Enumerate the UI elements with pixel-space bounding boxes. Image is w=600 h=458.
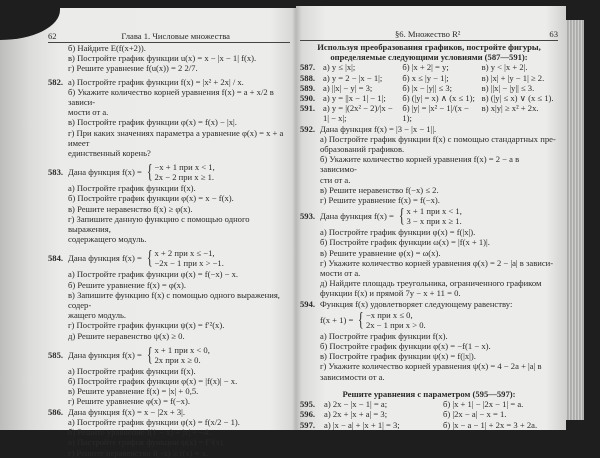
text-line — [48, 290, 292, 310]
text-line — [48, 63, 292, 73]
case-row: x + 1 при x < 0, — [154, 344, 210, 355]
text-line — [300, 248, 558, 258]
line-text: в) Запишите функцию f(x) с помощью одного выражения, содер- — [68, 289, 280, 311]
line-text: г) При каких значениях параметра a уравнение φ(x) = x + a имеет — [68, 127, 284, 148]
line-text: а) Постройте график функции φ(x) = f(|x|). — [320, 227, 476, 238]
line-text: в) Постройте график функции ψ(x) = f(|x|). — [320, 351, 476, 362]
text-line — [48, 43, 292, 53]
text-line — [300, 134, 558, 144]
text-line — [48, 193, 292, 203]
spacer — [48, 244, 292, 247]
line-text: а) Постройте график функции f(x). — [320, 330, 448, 341]
text-line — [300, 144, 558, 154]
line-text: мости от a. — [68, 107, 109, 118]
line-text: д) Найдите площадь треугольника, ограниченного графиком — [320, 278, 542, 289]
problem-part: б) x ≤ |y − 1|; — [402, 72, 449, 83]
page-number: 62 — [48, 31, 57, 41]
text-line — [48, 280, 292, 290]
text-line — [48, 248, 292, 268]
case-row: −x + 1 при x < 1, — [154, 162, 215, 173]
text-line — [48, 77, 292, 87]
problem-part: 589. — [300, 82, 316, 93]
problem-part: а) y = |(2x² − 2)/|x − 1| − x|; — [323, 103, 393, 124]
text-line — [300, 124, 558, 134]
text-line — [300, 258, 558, 268]
line-text: а) Постройте график функции f(x) с помощью стандартных пре- — [320, 133, 556, 144]
text-line — [48, 162, 292, 182]
problem-part: б) |x + 1| − |2x − 1| = a. — [443, 399, 524, 410]
text-line — [300, 185, 558, 195]
problem-number: 583. — [48, 167, 64, 178]
problem-part: б) |x + 2| = y; — [402, 62, 449, 73]
problem-part: 587. — [300, 62, 316, 73]
problem-part: в) |x| + |y − 1| ≥ 2. — [481, 72, 545, 83]
case-row: −x при x ≤ 0, — [365, 309, 413, 320]
line-text: функции f(x) и прямой 7y − x + 11 = 0. — [320, 288, 461, 299]
text-line — [48, 386, 292, 396]
piecewise-cases — [145, 162, 215, 182]
problem-part: а) |x − a| + |x + 1| = 3; — [324, 419, 400, 430]
problem-part: б) |x − a − 1| + 2x = 3 + 2a. — [443, 419, 538, 430]
line-text: б) Постройте график функции φ(x) = |f(x)| − x. — [68, 376, 238, 387]
text-line — [48, 107, 292, 117]
line-text: а) Постройте график функции f(x) = |x² + 2x| / x. — [68, 76, 244, 87]
right-running-head — [300, 29, 558, 41]
line-text: содержащего модуль. — [68, 234, 147, 245]
brace-icon: { — [146, 343, 153, 366]
problem-number: 593. — [300, 211, 316, 222]
text-line — [48, 234, 292, 244]
line-text: в) Решите уравнение f(x) = |x| + 0,5. — [68, 386, 199, 397]
problem-part: б) |x − |y|| ≤ 3; — [402, 82, 453, 93]
problem-number: 585. — [48, 349, 64, 360]
text-line — [48, 148, 292, 158]
text-line — [48, 345, 292, 365]
line-text: Дана функция f(x) = |3 − |x − 1||. — [320, 123, 437, 134]
problem-part: а) y = 2 − |x − 1|; — [323, 72, 383, 83]
chapter-title: Глава 1. Числовые множества — [121, 31, 230, 41]
problem-number: 594. — [300, 298, 316, 309]
spacer — [48, 341, 292, 344]
piecewise-cases — [145, 345, 210, 365]
text-line — [48, 407, 292, 417]
line-text: Дана функция f(x) = — [320, 211, 394, 222]
text-line — [48, 183, 292, 193]
problem-part: а) 2x + |x + a| = 3; — [324, 409, 388, 420]
line-text: жащего модуль. — [68, 310, 127, 321]
problem-part: 596. — [300, 409, 316, 420]
problem-part: 590. — [300, 93, 316, 104]
text-line — [300, 206, 558, 226]
line-text: г) Решите уравнение f(u(x)) = 2 2/7. — [68, 63, 198, 74]
line-text: б) Укажите количество корней уравнения f(x) = 2 − a в зависимо- — [320, 154, 520, 175]
problem-part: б) |y| = |x² − 1|/(x − 1); — [402, 103, 469, 124]
text-line — [300, 278, 558, 288]
problem-row — [300, 420, 558, 430]
text-line — [300, 268, 558, 278]
case-row: x + 2 при x ≤ −1, — [154, 248, 215, 259]
brace-icon: { — [358, 308, 365, 331]
text-line — [48, 376, 292, 386]
problem-number: 592. — [300, 123, 316, 134]
line-text: f(x + 1) = — [320, 314, 354, 325]
problem-part: в) ||x| − |y|| ≤ 3. — [481, 82, 535, 93]
case-row: x + 1 при x < 1, — [406, 206, 462, 217]
problem-row — [300, 83, 558, 93]
line-text: б) Решите уравнение f(x) = φ(x). — [68, 279, 186, 290]
problem-row — [300, 73, 558, 83]
problem-part: 588. — [300, 72, 316, 83]
line-text: мости от a. — [320, 268, 361, 279]
line-text: а) Постройте график функции f(x). — [68, 183, 196, 194]
cases-column — [154, 248, 223, 268]
problem-row — [300, 93, 558, 103]
text-line — [48, 53, 292, 63]
line-text: б) Решите уравнение f(1 − x) + |x| = −4. — [68, 427, 211, 438]
text-line — [300, 372, 558, 382]
text-line — [48, 117, 292, 127]
text-line — [300, 351, 558, 361]
section-heading: определяемые следующими условиями (587—591): — [330, 52, 528, 63]
text-line — [48, 269, 292, 279]
case-row: −2x − 1 при x > −1. — [154, 258, 224, 269]
problem-part: в) x|y| ≥ x² + 2x. — [481, 103, 539, 114]
text-line — [300, 331, 558, 341]
line-text: г) Решите уравнение φ(x) = f(−x). — [68, 396, 190, 407]
problem-part: в) y < |x + 2|. — [481, 62, 528, 73]
text-line — [300, 361, 558, 371]
line-text: в) Решите неравенство f(−x) ≤ 2. — [320, 184, 439, 195]
text-line — [48, 366, 292, 376]
line-text: г) Укажите количество корней уравнения ψ(x) = 4 − 2a + |a| в — [320, 361, 542, 372]
section-heading: Используя преобразования графиков, постройте фигуры, — [317, 42, 541, 52]
text-line — [300, 310, 558, 330]
text-line — [300, 237, 558, 247]
line-text: в) Постройте график функции ψ(x) = f′²(x). — [68, 437, 225, 448]
line-text: г) Решите неравенство f(−x) ≥ f(x) + x. — [68, 447, 209, 458]
line-text: в) Решите уравнение φ(x) = ω(x). — [320, 247, 441, 258]
line-text: Дана функция f(x) = — [68, 167, 142, 178]
brace-icon: { — [398, 205, 405, 228]
text-line — [300, 227, 558, 237]
problem-part: в) (|y| ≤ x) ∨ (x ≤ 1). — [481, 93, 554, 104]
problem-part: б) |2x − a| − x = 1. — [443, 409, 507, 420]
piecewise-cases — [397, 206, 462, 226]
problem-part: б) (|y| = x) ∧ (x ≤ 1); — [402, 93, 475, 104]
line-text: в) Постройте график функции φ(x) = f(x) − |x|. — [68, 117, 237, 128]
left-running-head — [48, 31, 290, 43]
page-stack-edge — [566, 20, 584, 420]
cases-column — [154, 162, 214, 182]
problem-row — [300, 409, 558, 419]
text-line — [300, 299, 558, 309]
line-text: а) Постройте график функции f(x). — [68, 365, 196, 376]
line-text: б) Постройте график функции φ(x) = −f(1 − x). — [320, 341, 491, 352]
line-text: образований графиков. — [320, 144, 405, 155]
text-line — [48, 448, 292, 458]
problem-number: 586. — [48, 406, 64, 417]
cases-column — [366, 310, 426, 330]
problem-part: а) 2x − |x − 1| = a; — [324, 399, 388, 410]
case-row: 2x − 2 при x ≥ 1. — [154, 172, 215, 183]
text-line — [48, 204, 292, 214]
line-text: единственный корень? — [68, 148, 151, 159]
line-text: б) Постройте график функции ω(x) = |f(x + 1)|. — [320, 237, 490, 248]
line-text: г) Постройте график функции ψ(x) = f′²(x). — [68, 320, 225, 331]
brace-icon: { — [146, 161, 153, 184]
problem-part: 595. — [300, 399, 316, 410]
line-text: в) Постройте график функции u(x) = x − |x − 1| f(x). — [68, 53, 257, 64]
problem-part: а) y = ||x − 1| − 1|; — [323, 93, 386, 104]
line-text: зависимости от a. — [320, 371, 385, 382]
page-number: 63 — [549, 29, 558, 39]
cases-column — [154, 345, 209, 365]
text-line — [48, 396, 292, 406]
right-page-text — [300, 42, 558, 430]
text-line — [48, 128, 292, 148]
problem-row — [300, 103, 558, 123]
line-text: б) Постройте график функции φ(x) = x − f(x). — [68, 193, 234, 204]
line-text: Функция f(x) удовлетворяет следующему равенству: — [320, 298, 513, 309]
text-line — [48, 310, 292, 320]
text-line — [48, 437, 292, 447]
line-text: а) Постройте график функции φ(x) = f(−x) − x. — [68, 269, 239, 280]
section-heading: Решите уравнения с параметром (595—597): — [342, 388, 516, 399]
line-text: г) Решите уравнение f(x) = f(−x). — [320, 195, 440, 206]
problem-number: 584. — [48, 253, 64, 264]
cases-column — [406, 206, 461, 226]
problem-part: а) ||x| − y| = 3; — [323, 82, 373, 93]
line-text: Дана функция f(x) = x − |2x + 3|. — [68, 406, 186, 417]
problem-row — [300, 62, 558, 72]
text-line — [300, 341, 558, 351]
text-line — [300, 175, 558, 185]
line-text: д) Решите неравенство ψ(x) ≥ 0. — [68, 330, 185, 341]
text-line — [300, 195, 558, 205]
line-text: в) Решите неравенство f(x) ≥ φ(x). — [68, 203, 193, 214]
text-line — [48, 331, 292, 341]
text-line — [48, 87, 292, 107]
brace-icon: { — [146, 247, 153, 270]
text-line — [300, 154, 558, 174]
line-text: б) Найдите E(f(x+2)). — [68, 43, 146, 53]
line-text: а) Постройте график функции φ(x) = f(x/2 − 1). — [68, 416, 240, 427]
problem-part: а) y ≤ |x|; — [323, 62, 356, 73]
problem-number: 582. — [48, 76, 64, 87]
spacer — [48, 158, 292, 161]
case-row: 3 − x при x ≥ 1. — [406, 216, 462, 227]
piecewise-cases — [145, 248, 224, 268]
case-row: 2x − 1 при x > 0. — [365, 319, 426, 330]
line-text: Дана функция f(x) = — [68, 253, 142, 264]
text-line — [48, 214, 292, 234]
line-text: Дана функция f(x) = — [68, 349, 142, 360]
line-text: б) Укажите количество корней уравнения f(x) = a + x/2 в зависи- — [68, 86, 274, 108]
text-line — [48, 320, 292, 330]
text-line — [48, 417, 292, 427]
problem-part: 591. — [300, 103, 316, 114]
problem-part: 597. — [300, 419, 316, 430]
problem-row — [300, 399, 558, 409]
line-text: г) Запишите данную функцию с помощью одного выражения, — [68, 213, 250, 235]
left-page-text — [48, 43, 292, 458]
section-title: §6. Множество R² — [395, 29, 461, 39]
piecewise-cases — [356, 310, 425, 330]
text-line — [300, 288, 558, 298]
case-row: 2x при x ≥ 0. — [154, 354, 201, 365]
line-text: г) Укажите количество корней уравнения φ(x) = 2 − |a| в зависи- — [320, 257, 554, 268]
line-text: сти от a. — [320, 174, 351, 185]
